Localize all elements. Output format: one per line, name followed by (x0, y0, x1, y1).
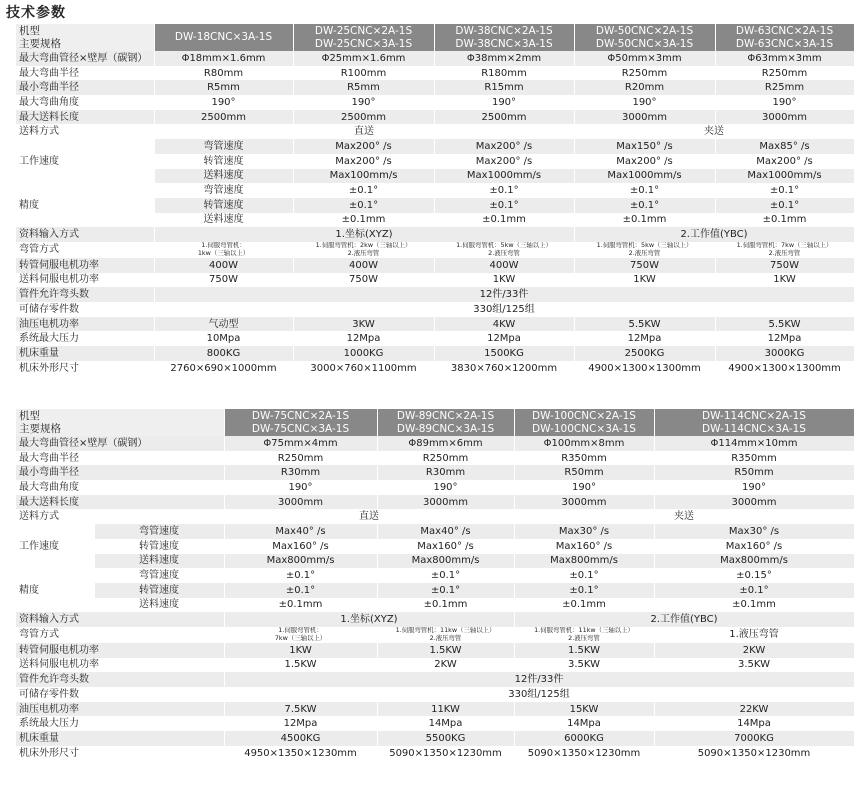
spec-value: Max200° /s (434, 139, 574, 154)
spec-value: ±0.1° (434, 183, 574, 198)
spec-value: Max200° /s (574, 154, 715, 169)
row-label: 系统最大压力 (16, 331, 154, 346)
spec-value: 1500KG (434, 346, 574, 361)
spec-value: 3000mm (514, 495, 654, 510)
spec-value: 5500KG (377, 731, 514, 746)
spec-value: 10Mpa (154, 331, 293, 346)
table-row (16, 346, 854, 361)
spec-value: R5mm (154, 80, 293, 95)
table-row (16, 568, 854, 583)
table-row (16, 524, 854, 539)
spec-value: Max100mm/s (293, 169, 434, 184)
spec-value: 5090×1350×1230mm (377, 746, 514, 761)
table-row (16, 702, 854, 717)
row-label: 送料方式 (16, 124, 154, 139)
spec-value: 2500mm (434, 110, 574, 125)
row-label: 机床外形尺寸 (16, 746, 224, 761)
spec-value: R180mm (434, 66, 574, 81)
row-label: 油压电机功率 (16, 702, 224, 717)
spec-value: 1.伺服弯管机：5kw（三轴以上） 2.液压弯管 (434, 242, 574, 258)
model-name: DW-75CNC×2A-1S DW-75CNC×3A-1S (224, 409, 377, 436)
sub-label: 送料速度 (94, 554, 224, 569)
sub-label: 转管速度 (94, 539, 224, 554)
spec-value: 1.坐标(XYZ) (154, 227, 574, 242)
spec-value: 1.5KW (377, 643, 514, 658)
spec-value: 5.5KW (715, 317, 854, 332)
spec-value: ±0.1° (574, 198, 715, 213)
table-row (16, 451, 854, 466)
spec-value: Max150° /s (574, 139, 715, 154)
table-row (16, 66, 854, 81)
spec-value: Φ38mm×2mm (434, 51, 574, 66)
spec-value: R50mm (514, 465, 654, 480)
page-title: 技术参数 (6, 5, 66, 21)
sub-label: 转管速度 (154, 198, 293, 213)
spec-value: R30mm (377, 465, 514, 480)
spec-value: 4900×1300×1300mm (715, 361, 854, 376)
spec-value: 14Mpa (654, 716, 854, 731)
spec-value: 3830×760×1200mm (434, 361, 574, 376)
spec-value: Φ50mm×3mm (574, 51, 715, 66)
spec-value: 12件/33件 (224, 672, 854, 687)
table-header (16, 24, 854, 51)
spec-value: 3KW (293, 317, 434, 332)
spec-value: 1KW (574, 273, 715, 288)
spec-value: 2500KG (574, 346, 715, 361)
spec-value: 3000×760×1100mm (293, 361, 434, 376)
spec-value: 12Mpa (715, 331, 854, 346)
spec-value: Φ114mm×10mm (654, 436, 854, 451)
table-row (16, 658, 854, 673)
spec-value: Max1000mm/s (434, 169, 574, 184)
spec-value: ±0.1° (715, 183, 854, 198)
spec-value: Φ75mm×4mm (224, 436, 377, 451)
table-row (16, 436, 854, 451)
spec-value: Max1000mm/s (715, 169, 854, 184)
row-label: 可储存零件数 (16, 302, 154, 317)
row-label: 管件允许弯头数 (16, 672, 224, 687)
spec-value: ±0.1° (715, 198, 854, 213)
spec-value: 气动型 (154, 317, 293, 332)
sub-label: 送料速度 (94, 598, 224, 613)
spec-value: 12Mpa (434, 331, 574, 346)
spec-value: 6000KG (514, 731, 654, 746)
spec-value: 11KW (377, 702, 514, 717)
spec-value: 330组/125组 (224, 687, 854, 702)
spec-value: Max160° /s (377, 539, 514, 554)
spec-value: Max800mm/s (654, 554, 854, 569)
spec-value: 190° (715, 95, 854, 110)
spec-value: ±0.1mm (377, 598, 514, 613)
spec-value: 4500KG (224, 731, 377, 746)
table-row (16, 124, 854, 139)
spec-value: ±0.1° (377, 568, 514, 583)
spec-value: R250mm (377, 451, 514, 466)
spec-value: 190° (434, 95, 574, 110)
row-label: 最大弯曲角度 (16, 95, 154, 110)
table-row (16, 80, 854, 95)
spec-value: 5.5KW (574, 317, 715, 332)
group-label: 工作速度 (16, 524, 94, 568)
spec-value: 1KW (434, 273, 574, 288)
spec-value: 750W (154, 273, 293, 288)
row-label: 弯管方式 (16, 627, 224, 643)
table-row (16, 554, 854, 569)
table-row (16, 746, 854, 761)
spec-value: 800KG (154, 346, 293, 361)
spec-value: R250mm (574, 66, 715, 81)
spec-value: 夹送 (574, 124, 854, 139)
table-row (16, 598, 854, 613)
table-row (16, 612, 854, 627)
spec-value: 12Mpa (293, 331, 434, 346)
spec-value: Max40° /s (377, 524, 514, 539)
spec-value: Max800mm/s (224, 554, 377, 569)
spec-value: 190° (377, 480, 514, 495)
row-label: 转管伺服电机功率 (16, 643, 224, 658)
spec-value: 3000mm (377, 495, 514, 510)
spec-value: Max160° /s (514, 539, 654, 554)
model-name: DW-89CNC×2A-1S DW-89CNC×3A-1S (377, 409, 514, 436)
spec-value: ±0.1mm (224, 598, 377, 613)
row-label: 最大弯曲管径×壁厚（碳钢） (16, 51, 154, 66)
spec-value: R5mm (293, 80, 434, 95)
spec-value: 1000KG (293, 346, 434, 361)
table-row (16, 465, 854, 480)
spec-value: Φ89mm×6mm (377, 436, 514, 451)
spec-value: Max200° /s (715, 154, 854, 169)
row-label: 最大弯曲管径×壁厚（碳钢） (16, 436, 224, 451)
spec-value: 4950×1350×1230mm (224, 746, 377, 761)
spec-value: 1.伺服弯管机： 1kw（三轴以上） (154, 242, 293, 258)
spec-value: 190° (154, 95, 293, 110)
spec-value: 3.5KW (514, 658, 654, 673)
spec-value: 直送 (224, 509, 514, 524)
spec-value: 4KW (434, 317, 574, 332)
sub-label: 弯管速度 (94, 524, 224, 539)
sub-label: 转管速度 (94, 583, 224, 598)
spec-value: 15KW (514, 702, 654, 717)
model-name: DW-63CNC×2A-1S DW-63CNC×3A-1S (715, 24, 854, 51)
table-row (16, 731, 854, 746)
row-label: 可储存零件数 (16, 687, 224, 702)
spec-value: 22KW (654, 702, 854, 717)
table-row (16, 643, 854, 658)
spec-value: 190° (293, 95, 434, 110)
spec-value: R350mm (514, 451, 654, 466)
model-name: DW-25CNC×2A-1S DW-25CNC×3A-1S (293, 24, 434, 51)
spec-value: ±0.1° (224, 583, 377, 598)
spec-value: ±0.1° (514, 583, 654, 598)
table-row (16, 583, 854, 598)
header-label: 机型 主要规格 (16, 409, 224, 436)
spec-value: 190° (574, 95, 715, 110)
spec-value: 3000KG (715, 346, 854, 361)
row-label: 弯管方式 (16, 242, 154, 258)
table-row (16, 183, 854, 198)
spec-value: 1.伺服弯管机：2kw（三轴以上） 2.液压弯管 (293, 242, 434, 258)
spec-value: Max85° /s (715, 139, 854, 154)
spec-value: 2KW (654, 643, 854, 658)
row-label: 送料伺服电机功率 (16, 273, 154, 288)
spec-value: Max200° /s (293, 139, 434, 154)
spec-value: 400W (434, 258, 574, 273)
spec-value: 330组/125组 (154, 302, 854, 317)
sub-label: 弯管速度 (154, 139, 293, 154)
group-label: 精度 (16, 568, 94, 612)
spec-value: ±0.1mm (654, 598, 854, 613)
model-name: DW-18CNC×3A-1S (154, 24, 293, 51)
sub-label: 送料速度 (154, 213, 293, 228)
spec-value: 190° (514, 480, 654, 495)
row-label: 最小弯曲半径 (16, 80, 154, 95)
model-name: DW-114CNC×2A-1S DW-114CNC×3A-1S (654, 409, 854, 436)
row-label: 最小弯曲半径 (16, 465, 224, 480)
spec-value: Max160° /s (224, 539, 377, 554)
spec-value: 4900×1300×1300mm (574, 361, 715, 376)
spec-value: 3000mm (574, 110, 715, 125)
spec-value: 14Mpa (514, 716, 654, 731)
row-label: 系统最大压力 (16, 716, 224, 731)
spec-value: ±0.1mm (514, 598, 654, 613)
spec-value: 夹送 (514, 509, 854, 524)
spec-value: R30mm (224, 465, 377, 480)
spec-value: Max160° /s (654, 539, 854, 554)
table-row (16, 302, 854, 317)
spec-value: R20mm (574, 80, 715, 95)
spec-value: R15mm (434, 80, 574, 95)
spec-value: 1.伺服弯管机：7kw（三轴以上） 2.液压弯管 (715, 242, 854, 258)
spec-table-2 (16, 409, 855, 760)
spec-value: R25mm (715, 80, 854, 95)
table-row (16, 361, 854, 376)
table-row (16, 317, 854, 332)
spec-value: Max200° /s (434, 154, 574, 169)
spec-value: 12Mpa (224, 716, 377, 731)
model-name: DW-100CNC×2A-1S DW-100CNC×3A-1S (514, 409, 654, 436)
row-label: 送料方式 (16, 509, 224, 524)
table-row (16, 139, 854, 154)
spec-value: 1.伺服弯管机：11kw（三轴以上） 2.液压弯管 (377, 627, 514, 643)
spec-value: 5090×1350×1230mm (654, 746, 854, 761)
spec-value: R50mm (654, 465, 854, 480)
spec-value: 1.坐标(XYZ) (224, 612, 514, 627)
spec-value: Max800mm/s (377, 554, 514, 569)
spec-value: R250mm (715, 66, 854, 81)
spec-value: R100mm (293, 66, 434, 81)
spec-value: ±0.1° (654, 583, 854, 598)
table-row (16, 273, 854, 288)
spec-value: ±0.15° (654, 568, 854, 583)
spec-value: Φ100mm×8mm (514, 436, 654, 451)
spec-value: 1.液压弯管 (654, 627, 854, 643)
sub-label: 弯管速度 (94, 568, 224, 583)
spec-value: 2.工作值(YBC) (514, 612, 854, 627)
spec-value: ±0.1° (434, 198, 574, 213)
spec-value: Max1000mm/s (574, 169, 715, 184)
spec-value: ±0.1° (224, 568, 377, 583)
row-label: 管件允许弯头数 (16, 287, 154, 302)
row-label: 最大弯曲半径 (16, 66, 154, 81)
row-label: 最大弯曲角度 (16, 480, 224, 495)
table-header (16, 409, 854, 436)
table-row (16, 672, 854, 687)
row-label: 最大送料长度 (16, 110, 154, 125)
sub-label: 转管速度 (154, 154, 293, 169)
spec-value: 750W (293, 273, 434, 288)
sub-label: 弯管速度 (154, 183, 293, 198)
spec-value: 1.5KW (224, 658, 377, 673)
table-row (16, 51, 854, 66)
spec-value: 750W (715, 258, 854, 273)
spec-value: ±0.1mm (434, 213, 574, 228)
table-row (16, 495, 854, 510)
spec-value: Φ18mm×1.6mm (154, 51, 293, 66)
spec-value: 400W (293, 258, 434, 273)
model-name: DW-50CNC×2A-1S DW-50CNC×3A-1S (574, 24, 715, 51)
header-label: 机型 主要规格 (16, 24, 154, 51)
spec-value: 5090×1350×1230mm (514, 746, 654, 761)
sub-label: 送料速度 (154, 169, 293, 184)
spec-value: Φ63mm×3mm (715, 51, 854, 66)
spec-value: 190° (224, 480, 377, 495)
row-label: 机床外形尺寸 (16, 361, 154, 376)
spec-value: 1.伺服弯管机：11kw（三轴以上） 2.液压弯管 (514, 627, 654, 643)
spec-value: 400W (154, 258, 293, 273)
spec-value: 3000mm (715, 110, 854, 125)
table-row (16, 539, 854, 554)
row-label: 最大弯曲半径 (16, 451, 224, 466)
group-label: 精度 (16, 183, 154, 227)
table-row (16, 331, 854, 346)
row-label: 资料输入方式 (16, 612, 224, 627)
table-row (16, 110, 854, 125)
spec-value: 1.伺服弯管机： 7kw（三轴以上） (224, 627, 377, 643)
spec-value: ±0.1° (293, 183, 434, 198)
spec-value: 2500mm (154, 110, 293, 125)
model-name: DW-38CNC×2A-1S DW-38CNC×3A-1S (434, 24, 574, 51)
spec-value: 1.5KW (514, 643, 654, 658)
group-label: 工作速度 (16, 139, 154, 183)
spec-value: 750W (574, 258, 715, 273)
table-row (16, 627, 854, 643)
table-row (16, 687, 854, 702)
table-row (16, 716, 854, 731)
spec-value: ±0.1° (293, 198, 434, 213)
spec-value: 7.5KW (224, 702, 377, 717)
spec-value: 12件/33件 (154, 287, 854, 302)
row-label: 转管伺服电机功率 (16, 258, 154, 273)
spec-value: R350mm (654, 451, 854, 466)
spec-value: Max800mm/s (514, 554, 654, 569)
spec-value: 直送 (154, 124, 574, 139)
table-row (16, 227, 854, 242)
spec-value: ±0.1mm (715, 213, 854, 228)
spec-value: 2760×690×1000mm (154, 361, 293, 376)
spec-value: R80mm (154, 66, 293, 81)
spec-value: 2.工作值(YBC) (574, 227, 854, 242)
spec-value: 3.5KW (654, 658, 854, 673)
table-row (16, 480, 854, 495)
spec-value: 1KW (715, 273, 854, 288)
spec-value: ±0.1° (574, 183, 715, 198)
spec-value: Max30° /s (514, 524, 654, 539)
spec-value: ±0.1mm (574, 213, 715, 228)
spec-value: Max40° /s (224, 524, 377, 539)
spec-value: 1.伺服弯管机：5kw（三轴以上） 2.液压弯管 (574, 242, 715, 258)
spec-value: 3000mm (224, 495, 377, 510)
spec-value: 3000mm (654, 495, 854, 510)
row-label: 机床重量 (16, 731, 224, 746)
spec-value: 12Mpa (574, 331, 715, 346)
spec-value: Max30° /s (654, 524, 854, 539)
spec-value: ±0.1° (377, 583, 514, 598)
table-row (16, 95, 854, 110)
table-row (16, 509, 854, 524)
row-label: 资料输入方式 (16, 227, 154, 242)
spec-value: 14Mpa (377, 716, 514, 731)
row-label: 最大送料长度 (16, 495, 224, 510)
row-label: 油压电机功率 (16, 317, 154, 332)
table-row (16, 287, 854, 302)
spec-table-1 (16, 24, 855, 375)
spec-value: R250mm (224, 451, 377, 466)
spec-value: 2500mm (293, 110, 434, 125)
table-row (16, 242, 854, 258)
spec-value: Φ25mm×1.6mm (293, 51, 434, 66)
spec-value: 1KW (224, 643, 377, 658)
spec-value: 7000KG (654, 731, 854, 746)
spec-value: ±0.1° (514, 568, 654, 583)
table-row (16, 258, 854, 273)
spec-value: 190° (654, 480, 854, 495)
row-label: 机床重量 (16, 346, 154, 361)
row-label: 送料伺服电机功率 (16, 658, 224, 673)
spec-value: ±0.1mm (293, 213, 434, 228)
spec-value: Max200° /s (293, 154, 434, 169)
spec-value: 2KW (377, 658, 514, 673)
